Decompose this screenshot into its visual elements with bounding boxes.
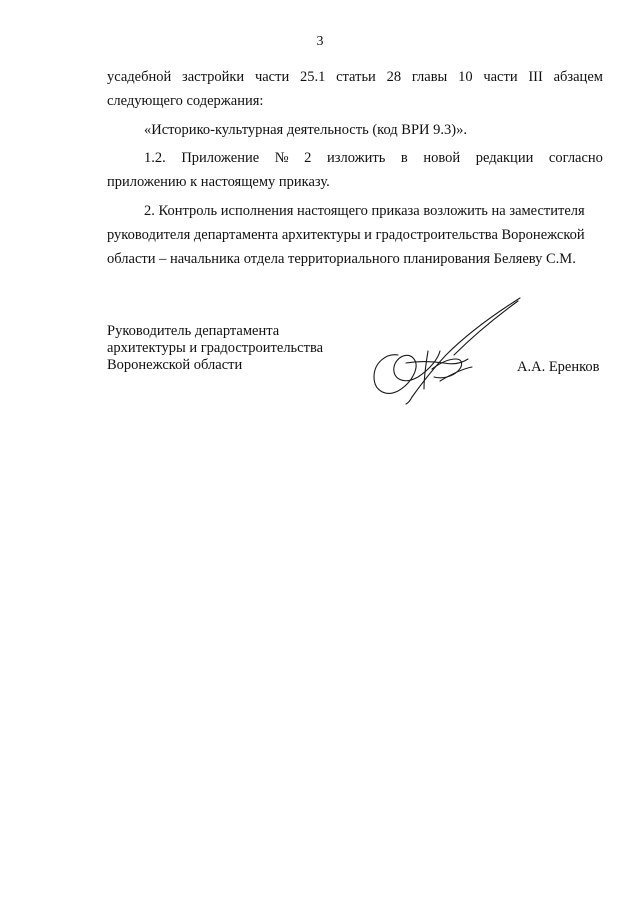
item-1-2-word: № xyxy=(274,150,289,166)
item-1-2-word: 1.2. xyxy=(144,150,166,166)
signatory-title-line-2: архитектуры и градостроительства xyxy=(107,340,324,356)
paragraph-line-2: следующего содержания: xyxy=(107,93,264,109)
item-1-2-line xyxy=(144,149,603,167)
line-1-word: части xyxy=(254,69,290,85)
line-1-word: усадебной xyxy=(107,69,172,85)
line-1-word: III xyxy=(528,69,543,85)
line-1-word: 25.1 xyxy=(299,69,326,85)
item-1-2-word: новой xyxy=(423,150,461,166)
signatory-title xyxy=(107,323,323,374)
item-2-line: 2. Контроль исполнения настоящего приказа возложить на заместителя xyxy=(144,203,585,219)
quoted-text-line: «Историко-культурная деятельность (код ВРИ 9.3)». xyxy=(144,122,467,138)
signatory-title-line-1: Руководитель департамента xyxy=(107,323,280,339)
item-2-line-2: руководителя департамента архитектуры и градостроительства Воронежской xyxy=(107,227,585,243)
line-1-word: главы xyxy=(411,69,448,85)
signatory-title-line-3: Воронежской области xyxy=(107,357,243,373)
line-1-word: статьи xyxy=(336,69,376,85)
paragraph-line-1 xyxy=(107,68,603,86)
line-1-word: застройки xyxy=(182,69,245,85)
signatory-name: А.А. Еренков xyxy=(517,359,600,375)
item-1-2-word: 2 xyxy=(304,150,312,166)
item-1-2-word: в xyxy=(400,150,408,166)
page-number: 3 xyxy=(316,34,324,49)
line-1-word: абзацем xyxy=(553,69,603,85)
line-1-word: 28 xyxy=(386,69,402,85)
item-2-line-3: области – начальника отдела территориального планирования Беляеву С.М. xyxy=(107,251,576,267)
handwritten-signature xyxy=(368,293,528,408)
item-1-2-continuation: приложению к настоящему приказу. xyxy=(107,174,330,190)
item-1-2-word: Приложение xyxy=(181,150,260,166)
line-1-word: 10 xyxy=(458,69,473,85)
line-1-word: части xyxy=(483,69,518,85)
item-1-2-word: изложить xyxy=(326,150,386,166)
item-1-2-word: согласно xyxy=(548,150,603,166)
item-1-2-word: редакции xyxy=(475,150,534,166)
